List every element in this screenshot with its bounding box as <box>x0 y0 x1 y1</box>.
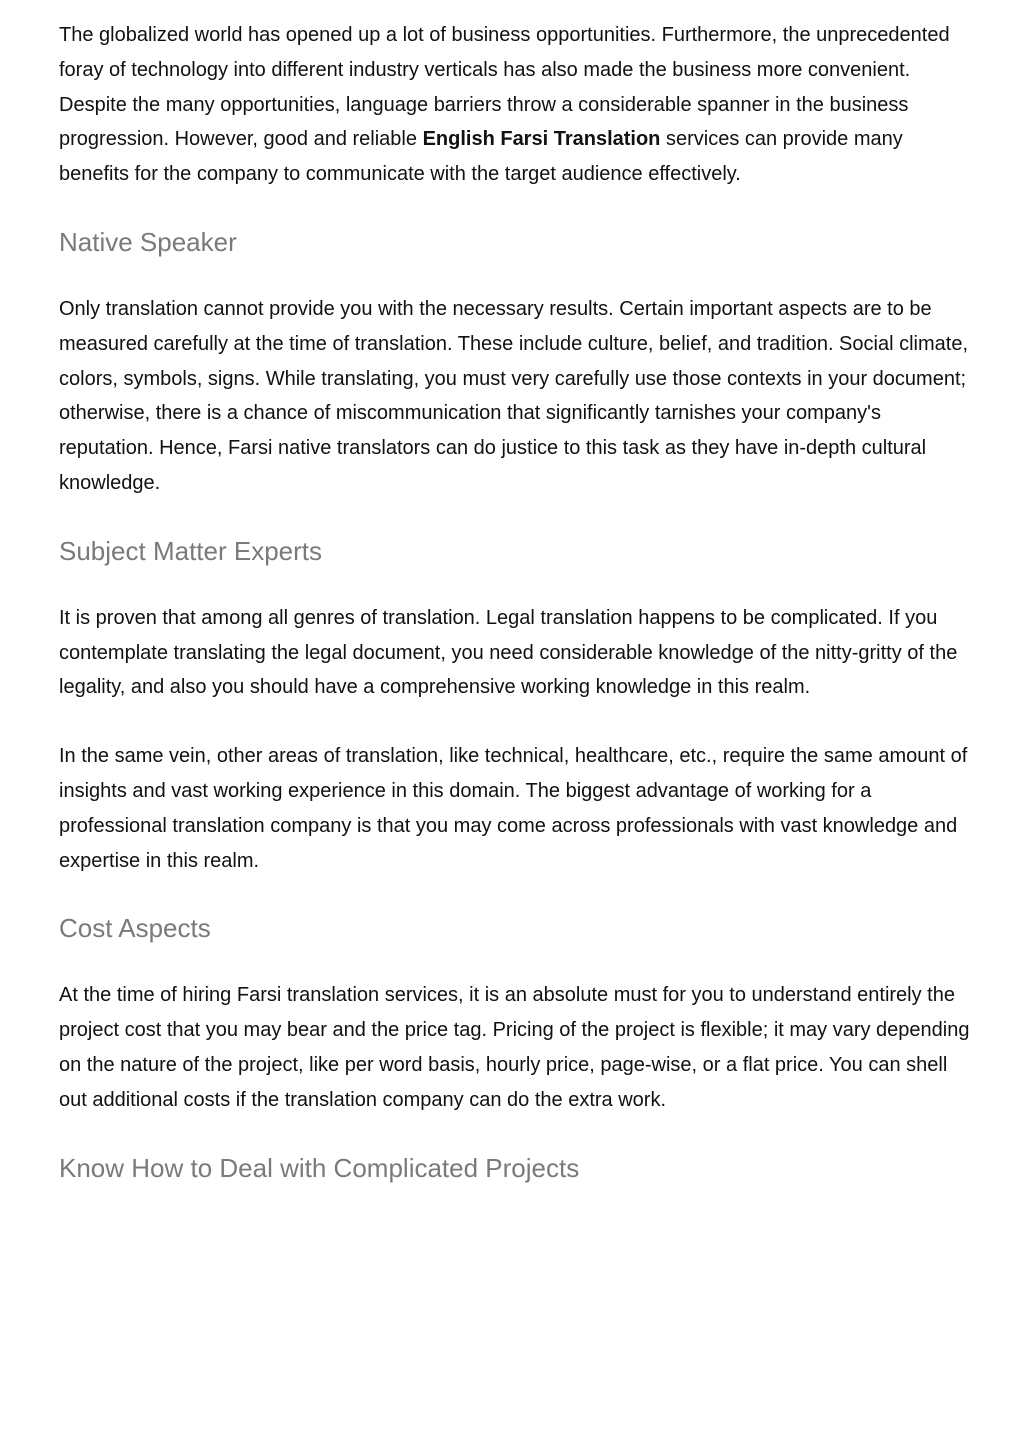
intro-text-before-bold: The globalized world has opened up a lot of business opportunities. Furthermore, the unprecedented foray of technology into different industry verticals has also made the business more convenient. Despite the many opportunities, language barriers throw a considerable spanner in the business progression. However, good and reliable <box>59 24 950 151</box>
spacer <box>59 501 966 535</box>
section-paragraph: Only translation cannot provide you with the necessary results. Certain important aspects are to be measured carefully at the time of translation. These include culture, belief, and tradition. Social climate, colors, symbols, signs. While translating, you must very carefully use those contexts in your document; otherwise, there is a chance of miscommunication that significantly tarnishes your company's reputation. Hence, Farsi native translators can do justice to this task as they have in-depth cultural knowledge. <box>59 297 968 494</box>
section-paragraph: At the time of hiring Farsi translation services, it is an absolute must for you to understand entirely the project cost that you may bear and the price tag. Pricing of the project is flexible; it may vary depending on the nature of the project, like per word basis, hourly price, page-wise, or a flat price. You can shell out additional costs if the translation company can do the extra work. <box>59 984 970 1111</box>
spacer <box>59 878 966 912</box>
spacer <box>59 258 966 292</box>
section-heading-cost-aspects: Cost Aspects <box>59 913 211 944</box>
spacer <box>59 567 966 601</box>
section-heading-complicated-projects: Know How to Deal with Complicated Projects <box>59 1152 580 1183</box>
section-heading-subject-matter-experts: Subject Matter Experts <box>59 535 322 566</box>
section-heading-native-speaker: Native Speaker <box>59 226 237 257</box>
intro-bold-keyword: English Farsi Translation <box>422 128 661 151</box>
intro-paragraph <box>59 18 971 192</box>
spacer <box>59 944 966 978</box>
section-paragraph: In the same vein, other areas of translation, like technical, healthcare, etc., require the same amount of insights and vast working experience in this domain. The biggest advantage of working for a professional translation company is that you may come across professionals with vast knowledge and expertise in this realm. <box>59 745 968 872</box>
spacer <box>59 1118 966 1152</box>
spacer <box>59 192 966 226</box>
spacer <box>59 705 966 739</box>
intro-text-after-bold: services can provide many benefits for the company to communicate with the target audience effectively. <box>59 128 903 186</box>
section-paragraph: It is proven that among all genres of translation. Legal translation happens to be complicated. If you contemplate translating the legal document, you need considerable knowledge of the nitty-gritty of the legality, and also you should have a comprehensive working knowledge in this realm. <box>59 606 958 699</box>
